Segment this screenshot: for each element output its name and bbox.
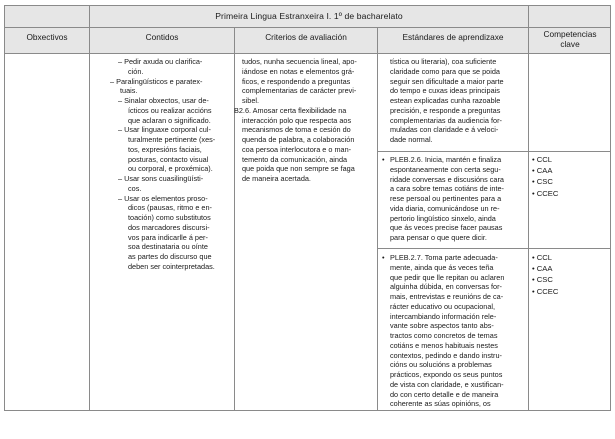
criterios-line: temento da comunicación, ainda <box>242 154 348 164</box>
estandar-3-line: alguinha dúbida, en conversas for- <box>390 282 502 292</box>
estandar-1-line: seguir sen dificultade a maior parte <box>390 76 504 86</box>
table-right-border <box>610 5 611 411</box>
competencia-item <box>532 263 558 274</box>
contidos-line: posturas, contacto visual <box>128 154 209 164</box>
competencia-bullet: • <box>532 177 535 187</box>
competencia-item <box>532 176 558 187</box>
estandar-3-cell <box>390 253 526 409</box>
criterios-line: iándose en notas e elementos grá- <box>242 66 355 76</box>
table-left-border <box>4 5 5 411</box>
estandar-3-bullet: • <box>382 253 385 262</box>
contidos-line: vos para indicarlle á per- <box>128 232 208 242</box>
contidos-line: – Paralingüísticos e paratex- <box>110 76 203 86</box>
estandar-2-bullet: • <box>382 155 385 164</box>
contidos-line: dicos (pausas, ritmo e en- <box>128 203 212 213</box>
contidos-line: deben ser cointerpretadas. <box>128 261 215 271</box>
competencia-item <box>532 165 558 176</box>
competencia-bullet: • <box>532 166 535 176</box>
estandar-3-line: que pedir que lle repitan ou aclaren <box>390 272 505 282</box>
competencia-label: CSC <box>536 275 553 285</box>
contidos-line: – Usar linguaxe corporal cul- <box>118 125 211 135</box>
criterios-line: interacción polo que respecta aos <box>242 115 352 125</box>
competencia-item <box>532 154 558 165</box>
criterios-line: sibel. <box>242 96 260 105</box>
col-divider-4 <box>528 5 529 411</box>
estandar-3-line: coherente as súas opinións, os <box>390 399 491 409</box>
contidos-line: – Sinalar obxectos, usar de- <box>118 96 209 105</box>
header-competencias-text: Competencias clave <box>543 29 597 49</box>
criterios-line: complementarias de carácter previ- <box>242 86 357 96</box>
contidos-line: ícticos ou realizar accións <box>128 105 212 115</box>
competencia-bullet: • <box>532 188 535 198</box>
estandar-3-line: cotiáns e menos habituais nestes <box>390 340 498 350</box>
contidos-line: que aclaran o significado. <box>128 115 211 125</box>
competencia-label: CCL <box>536 253 552 262</box>
contidos-line: ou corporal, e proxémica). <box>128 164 213 174</box>
contidos-line: tos, expresións faciais, <box>128 144 202 154</box>
estandar-2-line: espontaneamente con certa segu- <box>390 164 501 174</box>
criterios-line: ficos, e respondendo a preguntas <box>242 76 351 86</box>
estandar-3-line: prácticos, expondo os seus puntos <box>390 370 503 379</box>
competencia-label: CCEC <box>536 188 559 198</box>
competencia-item <box>532 286 558 297</box>
estandar-1-line: muladas con claridade e á veloci- <box>390 125 499 135</box>
table-bottom-border <box>4 410 611 411</box>
estandar-2-line: para pensar o que quere dicir. <box>390 233 487 242</box>
contidos-cell <box>110 57 232 272</box>
col-divider-3 <box>377 27 378 411</box>
estandar-3-line: contextos, pedindo e dando instru- <box>390 350 502 360</box>
competencia-item <box>532 252 558 263</box>
competencias-3 <box>532 252 558 297</box>
estandar-2-line: ridade conversas e discusións cara <box>390 174 504 184</box>
contidos-line: dos marcadores discursi- <box>128 222 210 232</box>
competencia-label: CSC <box>536 177 553 187</box>
estandar-3-line: rácter educativo ou ocupacional, <box>390 301 496 311</box>
competencia-label: CAA <box>536 264 553 274</box>
standard-divider-1 <box>377 151 611 152</box>
criterios-line: coa persoa interlocutora e o man- <box>242 144 352 154</box>
table-title: Primeira Lingua Estranxeira I. 1º de bacharelato <box>215 11 403 21</box>
competencia-bullet: • <box>532 286 535 296</box>
contidos-line: as partes do discurso que <box>128 252 212 261</box>
competencias-2 <box>532 154 558 199</box>
competencia-bullet: • <box>532 264 535 274</box>
estandar-1-line: claridade como para que se poida <box>390 66 500 76</box>
header-estandares: Estándares de aprendizaxe <box>402 32 504 42</box>
estandar-2-line: rese persoal ou pertinentes para a <box>390 194 502 203</box>
estandar-2-line: a cara sobre temas cotiáns de inte- <box>390 184 504 194</box>
contidos-line: toación) como substitutos <box>128 213 211 222</box>
estandar-3-line: mente, ainda que ás veces teña <box>390 262 494 272</box>
estandar-2-line: vida diaria, comunicándose un re- <box>390 203 500 213</box>
competencia-label: CCEC <box>536 286 559 296</box>
estandar-3-line: intercambiando información rele- <box>390 311 497 321</box>
contidos-line: – Pedir axuda ou clarifica- <box>118 57 203 66</box>
contidos-line: soa destinataria ou oínte <box>128 242 208 252</box>
competencia-label: CCL <box>536 155 552 164</box>
col-divider-2 <box>234 27 235 411</box>
criterios-line: de maneira acertada. <box>242 174 311 183</box>
competencia-label: CAA <box>536 166 553 176</box>
estandar-3-line: do con certo detalle e de maneira <box>390 389 499 399</box>
estandar-3-line: PLEB.2.7. Toma parte adecuada- <box>390 253 498 262</box>
estandar-3-line: tractos como concretos de temas <box>390 331 498 340</box>
standard-divider-2 <box>377 248 611 249</box>
title-row-border <box>4 27 611 28</box>
competencia-item <box>532 274 558 285</box>
competencia-item <box>532 188 558 199</box>
table-top-border <box>4 5 611 6</box>
contidos-line: ción. <box>128 66 144 76</box>
col-divider-1 <box>89 5 90 411</box>
estandar-1-line: estean explicadas cunha razoable <box>390 96 501 105</box>
criterios-line: tudos, nunha secuencia lineal, apo- <box>242 57 357 66</box>
estandar-1-line: tística ou literaria), coa suficiente <box>390 57 497 66</box>
criterios-line: que poida que non sempre se faga <box>242 164 355 174</box>
contidos-line: – Usar sons cuasilingüísti- <box>118 174 204 183</box>
criterios-cell <box>234 57 376 184</box>
header-row-border <box>4 53 611 54</box>
estandar-1-line: dade normal. <box>390 135 433 144</box>
estandar-3-line: mais, entrevistas e reunións de ca- <box>390 292 504 301</box>
header-criterios: Criterios de avaliación <box>265 32 347 42</box>
estandar-2-cell <box>390 155 526 243</box>
estandar-3-line: de vista con claridade, e xustifican- <box>390 379 504 389</box>
estandar-1-line: do tempo e cuxas ideas principais <box>390 86 500 96</box>
criterios-line: mecanismos de toma e cesión do <box>242 125 351 135</box>
estandar-2-line: pertorio lingüístico sinxelo, ainda <box>390 213 496 223</box>
competencia-bullet: • <box>532 155 535 164</box>
estandar-3-line: vante sobre aspectos tanto abs- <box>390 321 494 331</box>
header-contidos: Contidos <box>145 32 179 42</box>
contidos-line: – Usar os elementos proso- <box>118 193 208 203</box>
competencia-bullet: • <box>532 275 535 285</box>
criterios-line: B2.6. Amosar certa flexibilidade na <box>234 105 347 115</box>
criterios-line: quenda de palabra, a colaboración <box>242 135 355 144</box>
estandar-1-line: complementarias da audiencia for- <box>390 115 502 125</box>
contidos-line: cos. <box>128 183 142 193</box>
contidos-line: tuais. <box>120 86 138 96</box>
header-competencias <box>530 29 610 49</box>
header-objectivos: Obxectivos <box>26 32 68 42</box>
estandar-1-line: precisión, e responde a preguntas <box>390 105 501 115</box>
estandar-2-line: que ás veces precise facer pausas <box>390 223 503 233</box>
estandar-2-line: PLEB.2.6. Inicia, mantén e finaliza <box>390 155 502 164</box>
estandar-1-cell <box>390 57 526 145</box>
estandar-3-line: cións ou solucións a problemas <box>390 360 492 370</box>
contidos-line: turalmente pertinente (xes- <box>128 135 216 144</box>
competencia-bullet: • <box>532 253 535 262</box>
